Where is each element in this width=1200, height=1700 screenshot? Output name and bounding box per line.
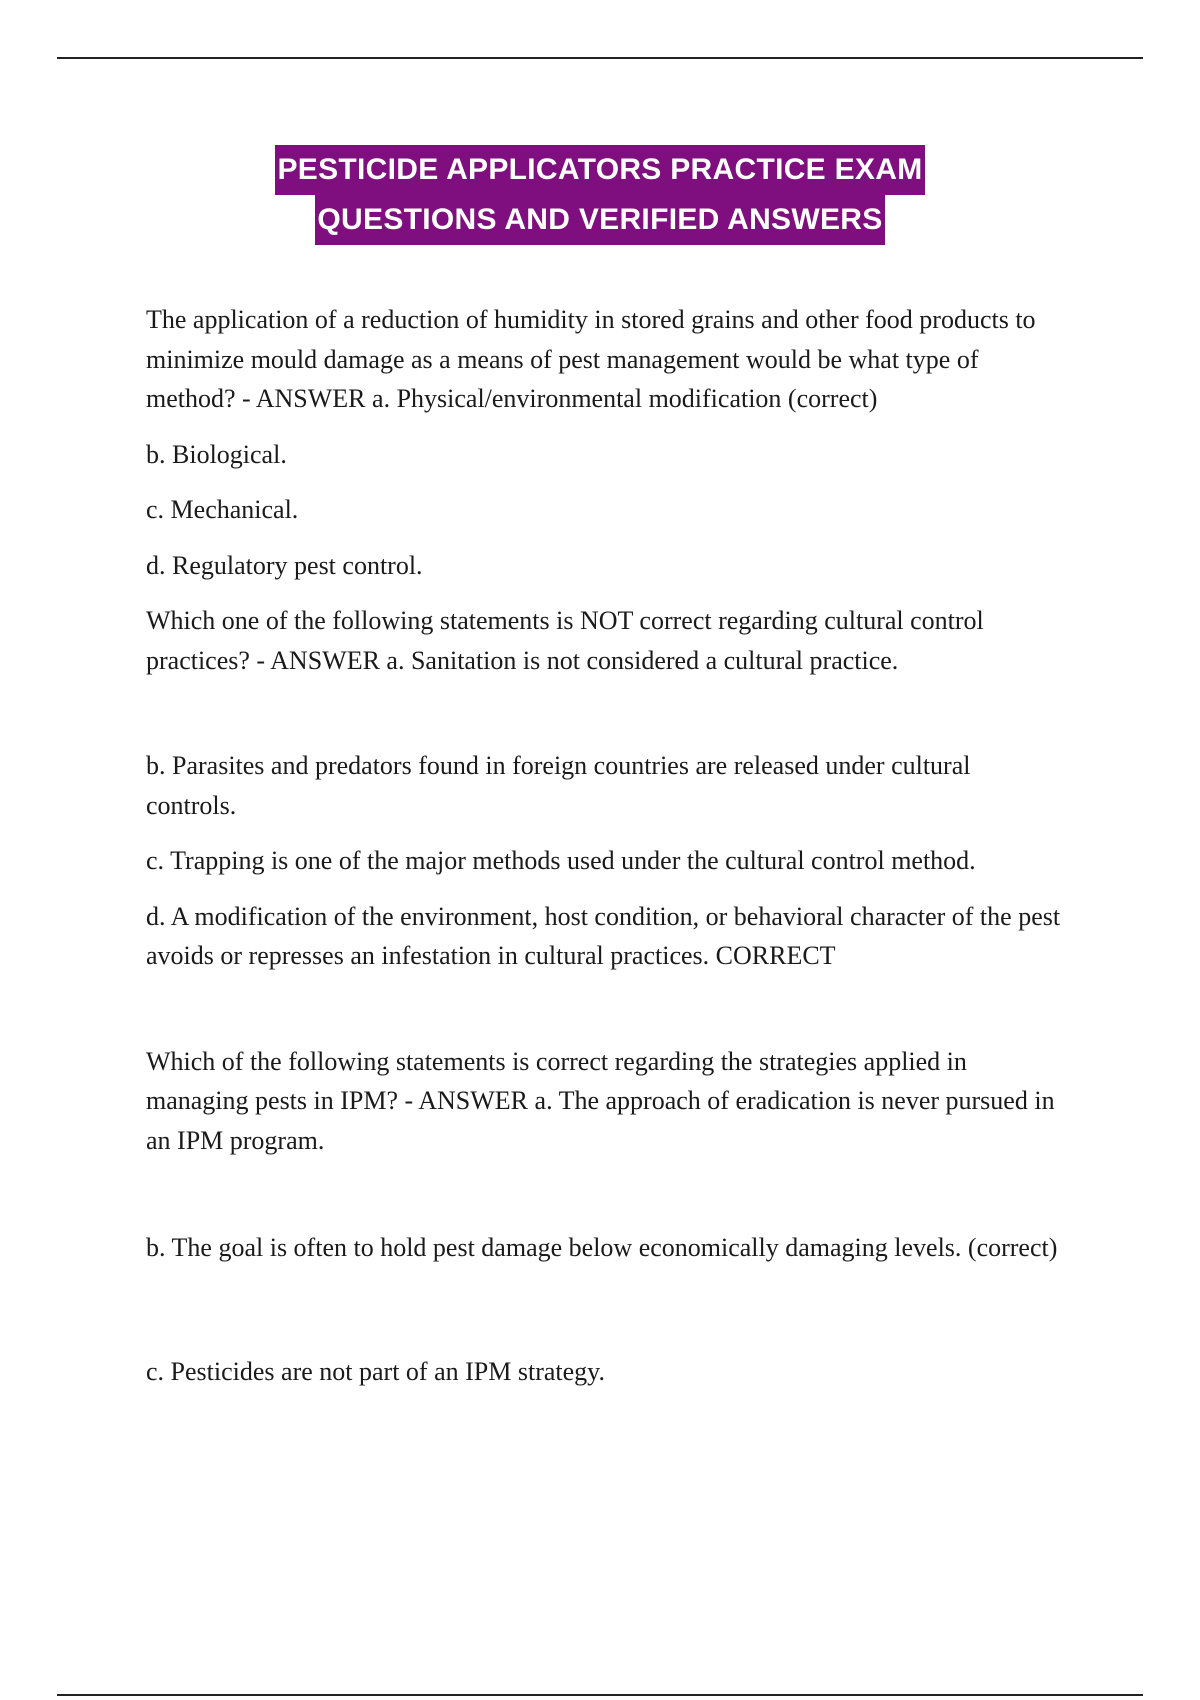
question-3-stem: Which of the following statements is correct regarding the strategies applied in managing pests in IPM? - ANSWER a. The approach of eradication is never pursued in an IPM program. [146, 1046, 1055, 1155]
question-2-stem: Which one of the following statements is NOT correct regarding cultural control practices? - ANSWER a. Sanitation is not considered a cultural practice. [146, 606, 984, 675]
document-body [146, 300, 1066, 1391]
title-line-1: PESTICIDE APPLICATORS PRACTICE EXAM [275, 145, 924, 195]
bottom-rule [57, 1694, 1143, 1696]
question-3-option-b: b. The goal is often to hold pest damage below economically damaging levels. (correct) [146, 1233, 1058, 1262]
question-1-option-d: d. Regulatory pest control. [146, 550, 423, 580]
document-title [0, 145, 1200, 245]
question-1-option-c: c. Mechanical. [146, 495, 299, 524]
question-1-option-b: b. Biological. [146, 439, 287, 469]
question-2-option-b: b. Parasites and predators found in foreign countries are released under cultural controls. [146, 751, 971, 820]
question-2-option-d: d. A modification of the environment, host condition, or behavioral character of the pest avoids or represses an infestation in cultural practices. CORRECT [146, 901, 1061, 970]
question-3-option-c: c. Pesticides are not part of an IPM strategy. [146, 1356, 605, 1386]
top-rule [57, 57, 1143, 59]
title-line-2: QUESTIONS AND VERIFIED ANSWERS [315, 195, 884, 245]
question-2-option-c: c. Trapping is one of the major methods used under the cultural control method. [146, 846, 976, 875]
question-1-stem: The application of a reduction of humidity in stored grains and other food products to minimize mould damage as a means of pest management would be what type of method? - ANSWER a. Physical/environmental modification (correct) [146, 305, 1036, 413]
